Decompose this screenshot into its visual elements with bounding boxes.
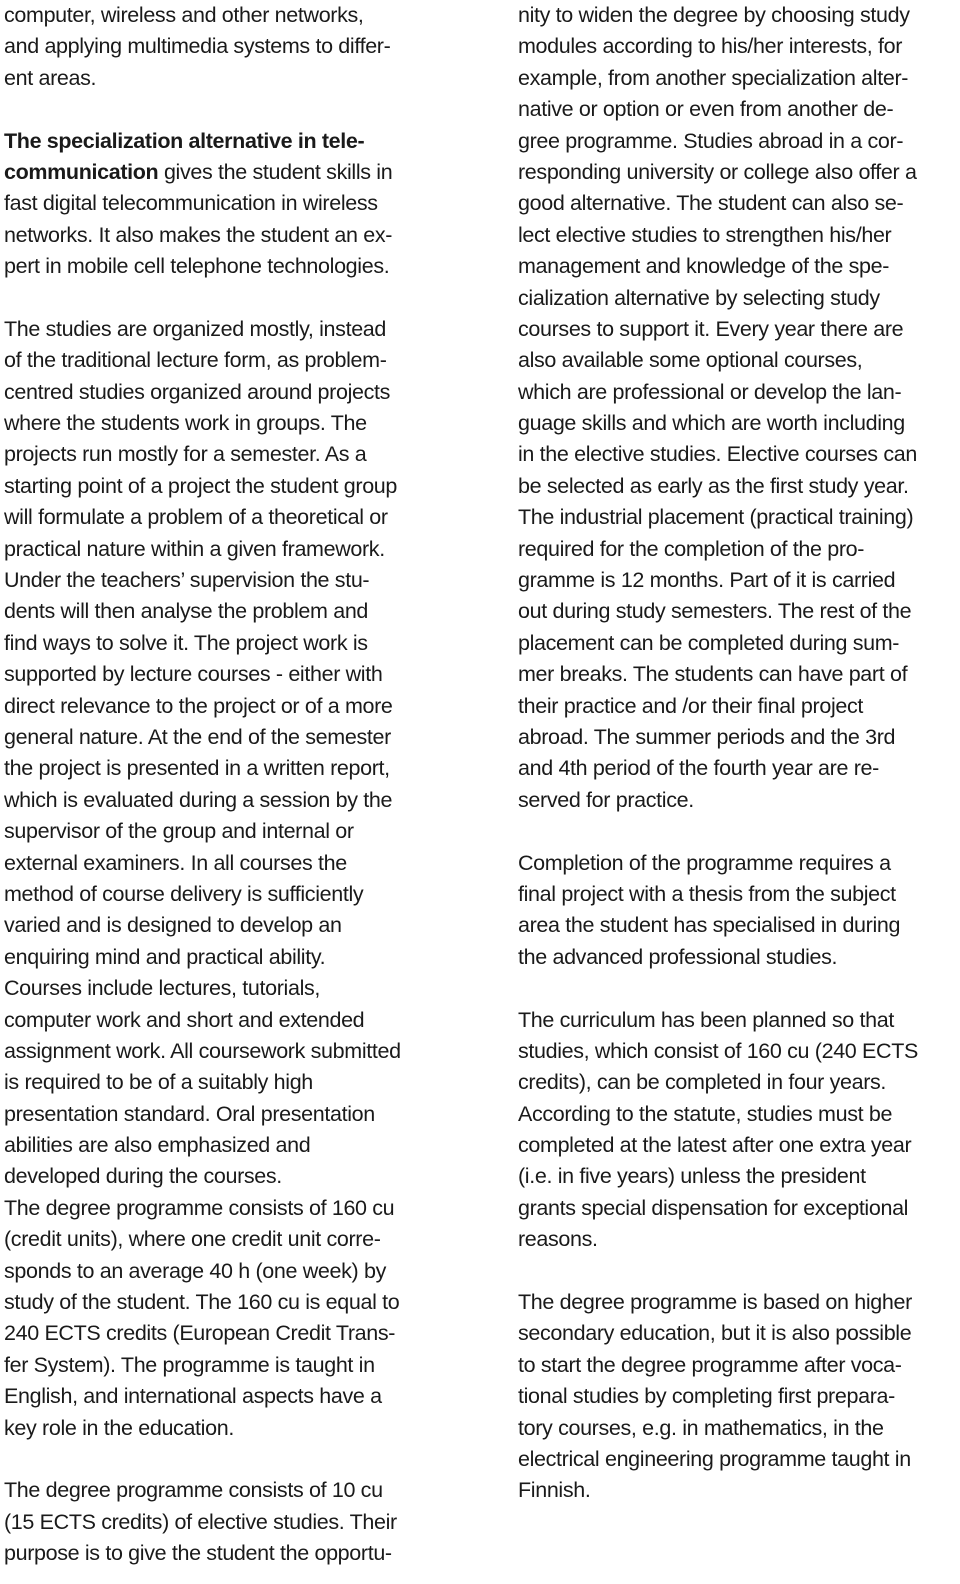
- text-line: their practice and /or their final project: [518, 693, 864, 718]
- text-line: gree programme. Studies abroad in a cor-: [518, 128, 904, 153]
- text-line: final project with a thesis from the subject: [518, 881, 896, 906]
- text-line: good alternative. The student can also se-: [518, 191, 904, 216]
- text-line: courses to support it. Every year there are: [518, 316, 904, 341]
- text-line: ent areas.: [4, 65, 97, 90]
- text-line: responding university or college also offer a: [518, 159, 917, 184]
- text-line: guage skills and which are worth including: [518, 411, 905, 436]
- left-column: [4, 0, 436, 1570]
- paragraph-spacer: [518, 816, 958, 847]
- text-line: out during study semesters. The rest of the: [518, 599, 912, 624]
- paragraph-curriculum-duration: [518, 1005, 958, 1256]
- text-line: 240 ECTS credits (European Credit Trans-: [4, 1321, 396, 1346]
- text-line: placement can be completed during sum-: [518, 630, 900, 655]
- text-line: area the student has specialised in during: [518, 913, 901, 938]
- text-line: practical nature within a given framework.: [4, 536, 385, 561]
- text-line: fer System). The programme is taught in: [4, 1352, 375, 1377]
- text-line: reasons.: [518, 1227, 598, 1252]
- text-line: Completion of the programme requires a: [518, 850, 891, 875]
- text-line: where the students work in groups. The: [4, 411, 367, 436]
- paragraph-networks-continuation: [4, 0, 436, 94]
- text-line: varied and is designed to develop an: [4, 913, 342, 938]
- text-line: be selected as early as the first study year.: [518, 473, 909, 498]
- text-line: completed at the latest after one extra year: [518, 1133, 912, 1158]
- text-line: which is evaluated during a session by the: [4, 787, 393, 812]
- text-line: tional studies by completing first prepara-: [518, 1384, 895, 1409]
- bold-heading-text: communication: [4, 159, 159, 184]
- text-line: method of course delivery is sufficiently: [4, 881, 364, 906]
- text-line: Finnish.: [518, 1478, 591, 1503]
- text-line: abilities are also emphasized and: [4, 1133, 311, 1158]
- text-line: mer breaks. The students can have part of: [518, 662, 908, 687]
- text-line: example, from another specialization alter-: [518, 65, 909, 90]
- text-line: [4, 157, 436, 188]
- text-line: projects run mostly for a semester. As a: [4, 442, 367, 467]
- text-line: English, and international aspects have a: [4, 1384, 382, 1409]
- paragraph-telecommunication-specialization: [4, 126, 436, 283]
- text-line: The studies are organized mostly, instead: [4, 316, 387, 341]
- text-line: The degree programme consists of 160 cu: [4, 1195, 395, 1220]
- text-line: general nature. At the end of the semester: [4, 724, 391, 749]
- text-line: is required to be of a suitably high: [4, 1070, 313, 1095]
- text-line: presentation standard. Oral presentation: [4, 1101, 375, 1126]
- text-line: developed during the courses.: [4, 1164, 282, 1189]
- text-line: cialization alternative by selecting study: [518, 285, 880, 310]
- text-line: credits), can be completed in four years.: [518, 1070, 887, 1095]
- text-line: (15 ECTS credits) of elective studies. Their: [4, 1509, 397, 1534]
- text-line: served for practice.: [518, 787, 694, 812]
- text-line: networks. It also makes the student an ex-: [4, 222, 393, 247]
- text-line: will formulate a problem of a theoretical or: [4, 505, 388, 530]
- paragraph-spacer: [518, 1256, 958, 1287]
- text-line: According to the statute, studies must be: [518, 1101, 893, 1126]
- text-line: find ways to solve it. The project work is: [4, 630, 368, 655]
- paragraph-study-organization: [4, 314, 436, 1444]
- text-line: assignment work. All coursework submitted: [4, 1038, 401, 1063]
- paragraph-spacer: [4, 1444, 436, 1475]
- text-line: Under the teachers’ supervision the stu-: [4, 568, 370, 593]
- text-line: studies, which consist of 160 cu (240 ECTS: [518, 1038, 918, 1063]
- paragraph-spacer: [4, 94, 436, 125]
- text-line: centred studies organized around projects: [4, 379, 391, 404]
- text-line: external examiners. In all courses the: [4, 850, 347, 875]
- text-line: gramme is 12 months. Part of it is carried: [518, 568, 896, 593]
- paragraph-elective-studies: [4, 1475, 436, 1569]
- text-line: nity to widen the degree by choosing study: [518, 3, 910, 27]
- paragraph-spacer: [518, 973, 958, 1004]
- text-line: Courses include lectures, tutorials,: [4, 976, 321, 1001]
- text-line: computer work and short and extended: [4, 1007, 365, 1032]
- text-line: tory courses, e.g. in mathematics, in the: [518, 1415, 884, 1440]
- text-line: starting point of a project the student group: [4, 473, 398, 498]
- text-line: in the elective studies. Elective courses can: [518, 442, 917, 467]
- text-line: and applying multimedia systems to differ-: [4, 34, 391, 59]
- text-line: fast digital telecommunication in wireless: [4, 191, 378, 216]
- text-line: grants special dispensation for exceptional: [518, 1195, 909, 1220]
- text-line: purpose is to give the student the opportu-: [4, 1541, 392, 1566]
- text-line: lect elective studies to strengthen his/her: [518, 222, 892, 247]
- text-line: The curriculum has been planned so that: [518, 1007, 894, 1032]
- text-line: the advanced professional studies.: [518, 944, 838, 969]
- text-line: The degree programme consists of 10 cu: [4, 1478, 383, 1503]
- text-line: supervisor of the group and internal or: [4, 819, 354, 844]
- text-line: (credit units), where one credit unit corre-: [4, 1227, 381, 1252]
- text-line: secondary education, but it is also possible: [518, 1321, 912, 1346]
- text-line: and 4th period of the fourth year are re-: [518, 756, 879, 781]
- text-line: computer, wireless and other networks,: [4, 3, 364, 27]
- text-line: The industrial placement (practical training): [518, 505, 914, 530]
- text-line: modules according to his/her interests, for: [518, 34, 903, 59]
- right-column: [518, 0, 958, 1507]
- text-line: the project is presented in a written report,: [4, 756, 390, 781]
- paragraph-final-project: [518, 848, 958, 974]
- text-line: electrical engineering programme taught in: [518, 1446, 911, 1471]
- text-line: The degree programme is based on higher: [518, 1290, 912, 1315]
- text-line: to start the degree programme after voca-: [518, 1352, 902, 1377]
- text-run: gives the student skills in: [158, 159, 393, 184]
- text-line: of the traditional lecture form, as problem-: [4, 348, 387, 373]
- bold-heading-line: The specialization alternative in tele-: [4, 128, 365, 153]
- paragraph-elective-continuation: [518, 0, 958, 816]
- text-line: management and knowledge of the spe-: [518, 254, 890, 279]
- text-line: study of the student. The 160 cu is equal to: [4, 1290, 400, 1315]
- text-line: enquiring mind and practical ability.: [4, 944, 326, 969]
- text-line: pert in mobile cell telephone technologies.: [4, 254, 390, 279]
- text-line: direct relevance to the project or of a more: [4, 693, 393, 718]
- text-line: dents will then analyse the problem and: [4, 599, 369, 624]
- text-line: (i.e. in five years) unless the president: [518, 1164, 866, 1189]
- text-line: key role in the education.: [4, 1415, 234, 1440]
- text-line: which are professional or develop the lan-: [518, 379, 902, 404]
- text-line: sponds to an average 40 h (one week) by: [4, 1258, 386, 1283]
- text-line: abroad. The summer periods and the 3rd: [518, 724, 896, 749]
- paragraph-spacer: [4, 283, 436, 314]
- text-line: also available some optional courses,: [518, 348, 863, 373]
- text-line: supported by lecture courses - either with: [4, 662, 383, 687]
- paragraph-admission-requirements: [518, 1287, 958, 1507]
- text-line: native or option or even from another de-: [518, 97, 894, 122]
- text-line: required for the completion of the pro-: [518, 536, 865, 561]
